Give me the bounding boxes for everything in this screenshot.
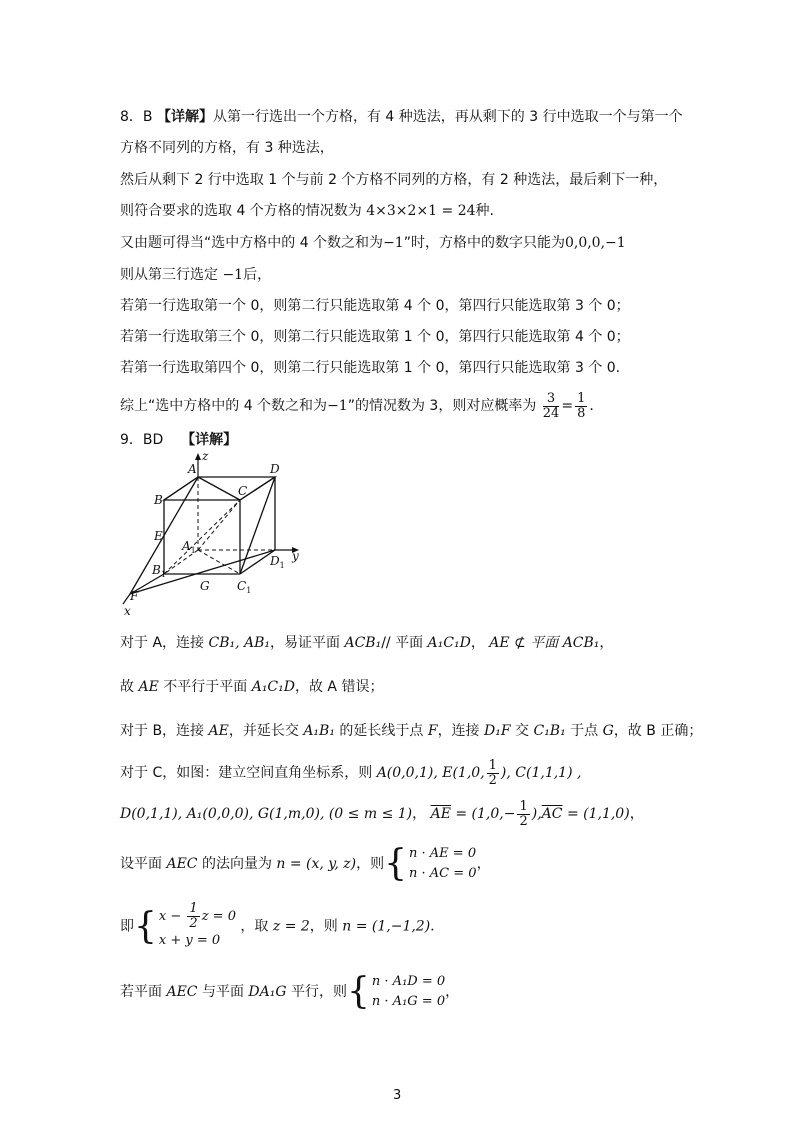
q8-l4-end: 种. xyxy=(475,203,494,219)
point-F-label: F xyxy=(130,589,139,603)
q8-line-6 xyxy=(120,265,271,285)
q9-option-b-line: 对于 B，连接 AE，并延长交 A₁B₁ 的延长线于点 F，连接 D₁F 交 C₁B₁ 于点 G，故 B 正确； xyxy=(120,723,703,739)
q8-line-8: 若第一行选取第三个 0，则第二行只能选取第 1 个 0，第四行只能选取第 4 个 0； xyxy=(120,329,630,345)
q9-option-a-line-2: 故 AE 不平行于平面 A₁C₁D，故 A 错误； xyxy=(120,679,384,695)
q9-normal-vector-line: 设平面 AEC 的法向量为 n = (x, y, z)，则{ n · AE = 0 n · AC = 0 ， xyxy=(120,843,491,884)
q8-line-4 xyxy=(120,201,494,221)
point-C1-label: $C_1$ xyxy=(237,579,252,595)
cube-diagram xyxy=(120,452,310,617)
q9-detail-tag: 【详解】 xyxy=(181,432,238,448)
q8-l5-values: 0,0,0,−1 xyxy=(564,235,626,251)
q8-l6-neg: −1 xyxy=(222,267,244,283)
q8-number: 8．B xyxy=(120,109,153,125)
q8-l10-neg: −1 xyxy=(327,398,348,414)
equation-system-1: n · AE = 0 n · AC = 0 xyxy=(409,846,477,881)
q8-line-1 xyxy=(120,107,683,127)
q9-parallel-line: 若平面 AEC 与平面 DA₁G 平行，则{ n · A₁D = 0 n · A₁G = 0 ， xyxy=(120,971,460,1012)
axis-y-label: y xyxy=(292,549,299,563)
q8-l4-text: 则符合要求的选取 4 个方格的情况数为 xyxy=(120,203,362,219)
q9-option-a-line-1: 对于 A，连接 CB₁, AB₁，易证平面 ACB₁// 平面 A₁C₁D， AE ⊄ 平面 ACB₁， xyxy=(120,635,614,651)
q8-l5-neg: −1 xyxy=(383,235,404,251)
q8-l10-text: 综上“选中方格中的 4 个数之和为 xyxy=(120,398,328,414)
equation-system-2: x − $\frac{1}{2}$ z = 0 x + y = 0 xyxy=(158,901,236,948)
fraction-half: $\frac{1}{2}$ xyxy=(488,757,497,788)
q8-text: 从第一行选出一个方格，有 4 种选法，再从剩下的 3 行中选取一个与第一个 xyxy=(212,109,683,125)
q9-option-c-line-1: 对于 C，如图：建立空间直角坐标系，则 A(0,0,1), E(1,0, $\frac{1}{2}$ ), C(1,1,1) , xyxy=(120,757,582,788)
q8-line-9: 若第一行选取第四个 0，则第二行只能选取第 1 个 0，第四行只能选取第 3 个 0. xyxy=(120,360,621,376)
q9-solve-line: 即{ x − $\frac{1}{2}$ z = 0 x + y = 0 ，取 z = 2，则 n = (1,−1,2). xyxy=(120,902,435,951)
fraction-half-2: $\frac{1}{2}$ xyxy=(519,798,528,829)
q9-line-1 xyxy=(120,430,237,450)
q9-number: 9．BD xyxy=(120,432,164,448)
q8-line-3: 然后从剩下 2 行中选取 1 个与前 2 个方格不同列的方格，有 2 种选法，最后剩下一种， xyxy=(120,172,668,188)
point-D1-label: $D_1$ xyxy=(270,554,285,570)
q8-l6-text: 则从第三行选定 xyxy=(120,267,218,283)
axis-z-label: z xyxy=(202,452,209,463)
point-E-label: E xyxy=(154,529,163,543)
q8-l10-text2: ”的情况数为 3，则对应概率为 xyxy=(347,398,537,414)
q9-option-c-line-2: D(0,1,1), A₁(0,0,0), G(1,m,0), (0 ≤ m ≤ 1)， $\overline{AE} = (1,0,-$ $\frac{1}{2}$ )$,\overline{AC} = (1,1,0)$， xyxy=(120,798,644,829)
page-number: 3 xyxy=(393,1088,402,1103)
q8-detail-tag: 【详解】 xyxy=(156,109,213,125)
q8-line-2: 方格不同列的方格，有 3 种选法， xyxy=(120,140,334,156)
point-B1-label: $B_1$ xyxy=(152,563,166,579)
q8-line-5 xyxy=(120,233,626,253)
fraction-1-8: $\frac{1}{8}$ xyxy=(577,390,586,421)
point-B-label: B xyxy=(154,493,163,507)
fraction-3-24: $\frac{3}{24}$ xyxy=(542,390,560,421)
q8-line-10: 综上“选中方格中的 4 个数之和为−1”的情况数为 3，则对应概率为 $\frac{3}{24}$ = $\frac{1}{8}$ . xyxy=(120,390,594,421)
point-A-label: A xyxy=(188,462,197,476)
q8-line-7: 若第一行选取第一个 0，则第二行只能选取第 4 个 0，第四行只能选取第 3 个 0； xyxy=(120,298,630,314)
point-A1-label: $A_1$ xyxy=(182,539,196,555)
q8-l5-text: 又由题可得当“选中方格中的 4 个数之和为 xyxy=(120,235,384,251)
axis-x-label: x xyxy=(124,604,131,617)
q8-l5-text2: ”时，方格中的数字只能为 xyxy=(403,235,565,251)
point-C-label: C xyxy=(238,484,248,498)
point-D-label: D xyxy=(270,462,280,476)
q8-l6-end: 后， xyxy=(243,267,272,283)
equation-system-3: n · A₁D = 0 n · A₁G = 0 xyxy=(371,974,446,1009)
point-G-label: G xyxy=(200,579,210,593)
q8-l4-math: 4×3×2×1 = 24 xyxy=(366,203,476,219)
